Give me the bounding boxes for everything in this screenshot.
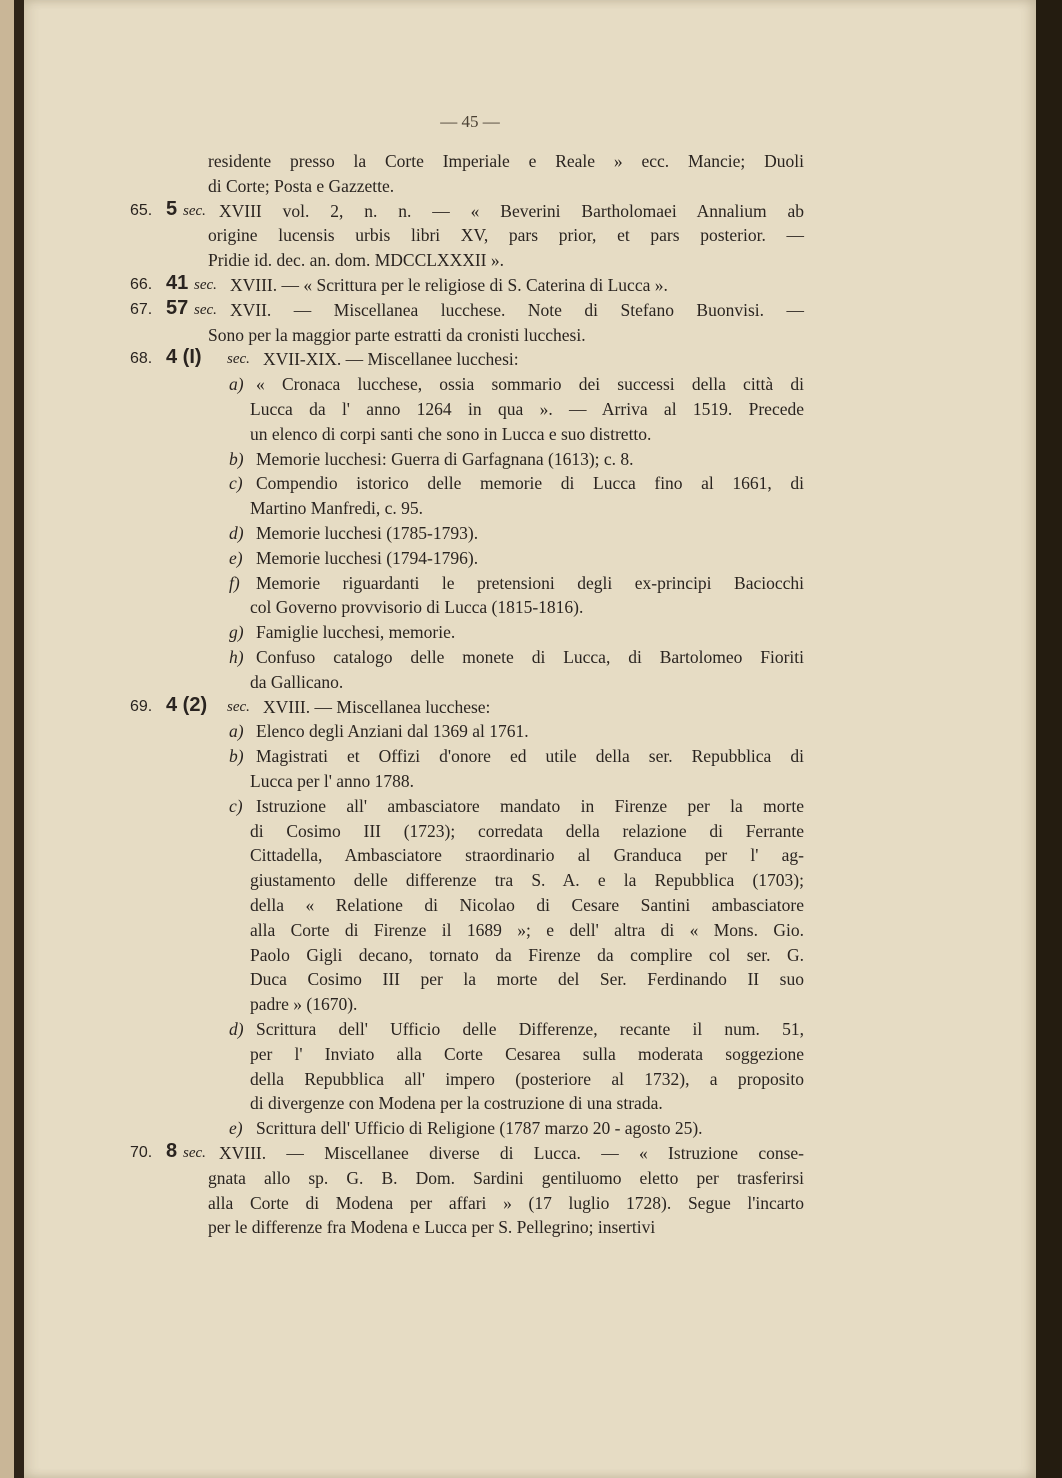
item-text-line: per l' Inviato alla Corte Cesarea sulla moderata soggezione — [250, 1043, 804, 1064]
entry-number: 65. — [130, 201, 153, 219]
date-label: sec. — [183, 1145, 206, 1161]
entry-text-line: Pridie id. dec. an. dom. MDCCLXXXII ». — [208, 250, 505, 271]
item-text-line: Lucca per l' anno 1788. — [250, 771, 414, 791]
item-letter: g) — [229, 622, 244, 643]
item-text-line: da Gallicano. — [250, 671, 344, 692]
item-text-line: giustamento delle differenze tra S. A. e la Repubblica (1703); — [250, 870, 804, 891]
item-letter: e) — [229, 547, 243, 568]
shelfmark: 57 — [166, 296, 189, 319]
item-text-line: col Governo provvisorio di Lucca (1815-1816). — [250, 597, 584, 618]
item-text-line: Martino Manfredi, c. 95. — [250, 498, 424, 519]
item-text-line: un elenco di corpi santi che sono in Lucca e suo distretto. — [250, 423, 652, 444]
page-number: — 45 — — [440, 112, 500, 131]
item-letter: d) — [229, 523, 244, 543]
item-text-line: Memorie lucchesi: Guerra di Garfagnana (1613); c. 8. — [256, 448, 634, 469]
entry-number: 66. — [130, 276, 153, 293]
entry-text-line: XVIII. — « Scrittura per le religiose di S. Caterina di Lucca ». — [230, 275, 668, 295]
item-letter: c) — [229, 795, 243, 816]
item-text-line: Famiglie lucchesi, memorie. — [256, 622, 456, 643]
item-text-line: Scrittura dell' Ufficio di Religione (1787 marzo 20 - agosto 25). — [256, 1118, 703, 1139]
date-label: sec. — [194, 277, 217, 293]
item-text-line: Memorie lucchesi (1794-1796). — [256, 547, 479, 568]
item-text-line: padre » (1670). — [250, 994, 358, 1015]
date-label: sec. — [227, 351, 250, 368]
entry-text-line: Sono per la maggior parte estratti da cronisti lucchesi. — [208, 324, 586, 345]
item-letter: b) — [229, 448, 244, 469]
entry-number: 67. — [130, 300, 153, 318]
item-text-line: Compendio istorico delle memorie di Lucca fino al 1661, di — [256, 473, 804, 494]
item-text-line: Cittadella, Ambasciatore straordinario al Granduca per l' ag- — [250, 845, 804, 866]
shelfmark: 8 — [166, 1140, 178, 1162]
shelfmark: 41 — [166, 272, 189, 294]
entry-text-line: XVIII. — Miscellanee diverse di Lucca. — « Istruzione conse- — [219, 1143, 804, 1163]
entry-text-line: XVIII vol. 2, n. n. — « Beverini Bartholomaei Annalium ab — [219, 200, 804, 221]
entry-text-line: gnata allo sp. G. B. Dom. Sardini gentiluomo eletto per trasferirsi — [208, 1167, 804, 1188]
item-text-line: Istruzione all' ambasciatore mandato in Firenze per la morte — [256, 795, 804, 816]
item-letter: c) — [229, 473, 243, 494]
continuation-line: di Corte; Posta e Gazzette. — [208, 175, 395, 196]
item-text-line: Lucca da l' anno 1264 in qua ». — Arriva al 1519. Precede — [250, 399, 804, 419]
entry-text-line: origine lucensis urbis libri XV, pars prior, et pars posterior. — — [208, 225, 804, 246]
item-text-line: della Repubblica all' impero (posteriore al 1732), a proposito — [250, 1068, 804, 1089]
item-letter: a) — [229, 374, 244, 395]
item-text-line: Paolo Gigli decano, tornato da Firenze da complire col ser. G. — [250, 944, 804, 965]
shelfmark: 4 (I) — [166, 346, 202, 369]
item-text-line: Elenco degli Anziani dal 1369 al 1761. — [256, 721, 529, 742]
date-label: sec. — [227, 698, 250, 715]
continuation-line: residente presso la Corte Imperiale e Reale » ecc. Mancie; Duoli — [208, 151, 804, 171]
entry-text-line: per le differenze fra Modena e Lucca per S. Pellegrino; insertivi — [208, 1217, 656, 1238]
item-text-line: Scrittura dell' Ufficio delle Differenze, recante il num. 51, — [256, 1019, 804, 1039]
item-text-line: della « Relatione di Nicolao di Cesare Santini ambasciatore — [250, 895, 804, 915]
item-text-line: Duca Cosimo III per la morte del Ser. Ferdinando II suo — [250, 969, 804, 990]
item-letter: a) — [229, 721, 244, 742]
entry-number: 69. — [130, 697, 153, 715]
item-text-line: alla Corte di Firenze il 1689 »; e dell' altra di « Mons. Gio. — [250, 919, 804, 940]
entry-number: 68. — [130, 350, 153, 368]
item-letter: d) — [229, 1019, 244, 1039]
item-text-line: di divergenze con Modena per la costruzione di una strada. — [250, 1093, 663, 1114]
entry-text-line: alla Corte di Modena per affari » (17 luglio 1728). Segue l'incarto — [208, 1192, 804, 1213]
item-letter: e) — [229, 1118, 243, 1139]
entry-text-line: XVII-XIX. — Miscellanee lucchesi: — [263, 349, 519, 370]
item-text-line: « Cronaca lucchese, ossia sommario dei successi della città di — [256, 374, 804, 395]
item-letter: f) — [229, 572, 240, 593]
item-letter: h) — [229, 647, 244, 667]
item-text-line: Memorie lucchesi (1785-1793). — [256, 523, 479, 543]
item-text-line: Memorie riguardanti le pretensioni degli ex-principi Baciocchi — [256, 572, 804, 593]
entry-number: 70. — [130, 1144, 153, 1161]
shelfmark: 5 — [166, 197, 178, 220]
shelfmark: 4 (2) — [166, 693, 208, 716]
entry-text-line: XVIII. — Miscellanea lucchese: — [263, 696, 491, 717]
item-text-line: Confuso catalogo delle monete di Lucca, di Bartolomeo Fioriti — [256, 647, 804, 667]
item-letter: b) — [229, 746, 244, 767]
item-text-line: Magistrati et Offizi d'onore ed utile della ser. Repubblica di — [256, 746, 804, 767]
date-label: sec. — [194, 301, 217, 318]
item-text-line: di Cosimo III (1723); corredata della relazione di Ferrante — [250, 820, 804, 841]
date-label: sec. — [183, 202, 206, 219]
entry-text-line: XVII. — Miscellanea lucchese. Note di Stefano Buonvisi. — — [230, 299, 804, 320]
